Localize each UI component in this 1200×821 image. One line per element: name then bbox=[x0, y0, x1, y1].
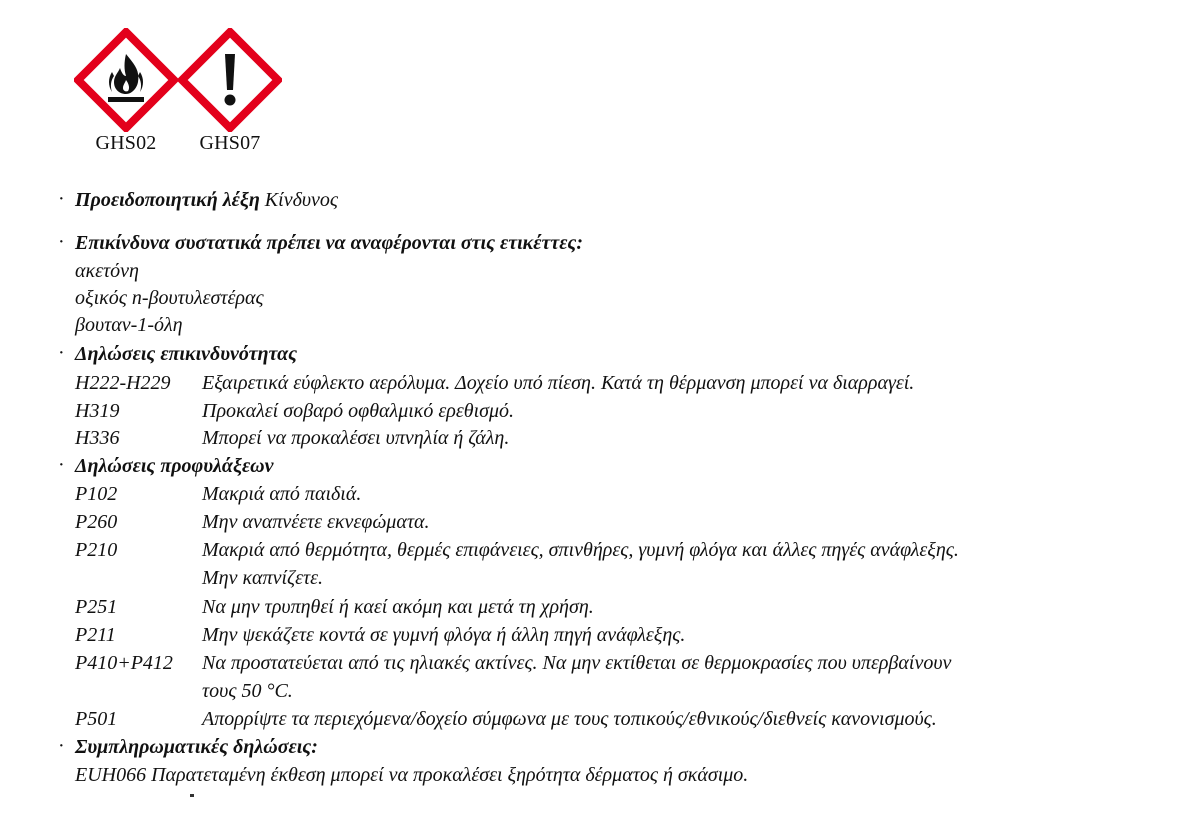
precaution-text: Μην αναπνέετε εκνεφώματα. bbox=[202, 511, 430, 533]
bullet: · bbox=[58, 342, 65, 364]
precaution-code: P211 bbox=[75, 624, 116, 646]
component-item: ακετόνη bbox=[75, 260, 139, 282]
pictogram-ghs02 bbox=[74, 28, 178, 154]
supplemental-text: EUH066 Παρατεταμένη έκθεση μπορεί να προκαλέσει ξηρότητα δέρματος ή σκάσιμο. bbox=[75, 764, 749, 786]
hazard-text: Μπορεί να προκαλέσει υπνηλία ή ζάλη. bbox=[202, 427, 510, 449]
hazard-code: H319 bbox=[75, 400, 120, 422]
precaution-text: Μην ψεκάζετε κοντά σε γυμνή φλόγα ή άλλη πηγή ανάφλεξης. bbox=[202, 624, 686, 646]
hazard-text: Προκαλεί σοβαρό οφθαλμικό ερεθισμό. bbox=[202, 400, 515, 422]
pictogram-label: GHS02 bbox=[95, 132, 157, 154]
hazard-statements-heading: Δηλώσεις επικινδυνότητας bbox=[75, 343, 298, 365]
ghs-pictograms bbox=[74, 28, 294, 158]
precaution-text-continued: τους 50 °C. bbox=[202, 680, 293, 702]
precaution-code: P410+P412 bbox=[75, 652, 173, 674]
stray-mark bbox=[190, 794, 194, 797]
signal-word-value: Κίνδυνος bbox=[264, 189, 339, 211]
flame-icon bbox=[74, 28, 178, 132]
hazard-code: H222-H229 bbox=[75, 372, 171, 394]
precaution-text-continued: Μην καπνίζετε. bbox=[202, 567, 324, 589]
precaution-text: Μακριά από παιδιά. bbox=[202, 483, 362, 505]
precaution-text: Να προστατεύεται από τις ηλιακές ακτίνες. Να μην εκτίθεται σε θερμοκρασίες που υπερβαίνουν bbox=[202, 652, 952, 674]
precaution-code: P210 bbox=[75, 539, 118, 561]
pictogram-label: GHS07 bbox=[199, 132, 261, 154]
exclamation-icon bbox=[178, 28, 282, 132]
pictogram-ghs07 bbox=[178, 28, 282, 154]
precaution-text: Μακριά από θερμότητα, θερμές επιφάνειες, σπινθήρες, γυμνή φλόγα και άλλες πηγές ανάφλεξης. bbox=[202, 539, 959, 561]
precaution-code: P102 bbox=[75, 483, 118, 505]
component-item: οξικός n-βουτυλεστέρας bbox=[75, 287, 264, 309]
bullet: · bbox=[58, 231, 65, 253]
supplemental-heading: Συμπληρωματικές δηλώσεις: bbox=[75, 736, 318, 758]
component-item: βουταν-1-όλη bbox=[75, 314, 183, 336]
precaution-code: P251 bbox=[75, 596, 118, 618]
signal-word-label: Προειδοποιητική λέξη bbox=[75, 189, 260, 211]
signal-word-line bbox=[75, 188, 338, 212]
hazard-code: H336 bbox=[75, 427, 120, 449]
precaution-text: Να μην τρυπηθεί ή καεί ακόμη και μετά τη χρήση. bbox=[202, 596, 594, 618]
bullet: · bbox=[58, 735, 65, 757]
hazardous-components-heading: Επικίνδυνα συστατικά πρέπει να αναφέρονται στις ετικέττες: bbox=[75, 232, 583, 254]
precautionary-statements-heading: Δηλώσεις προφυλάξεων bbox=[75, 455, 274, 477]
bullet: · bbox=[58, 454, 65, 476]
hazard-text: Εξαιρετικά εύφλεκτο αερόλυμα. Δοχείο υπό πίεση. Κατά τη θέρμανση μπορεί να διαρραγεί. bbox=[202, 372, 915, 394]
precaution-code: P260 bbox=[75, 511, 118, 533]
precaution-text: Απορρίψτε τα περιεχόμενα/δοχείο σύμφωνα με τους τοπικούς/εθνικούς/διεθνείς κανονισμούς. bbox=[202, 708, 937, 730]
precaution-code: P501 bbox=[75, 708, 118, 730]
bullet: · bbox=[58, 188, 65, 210]
